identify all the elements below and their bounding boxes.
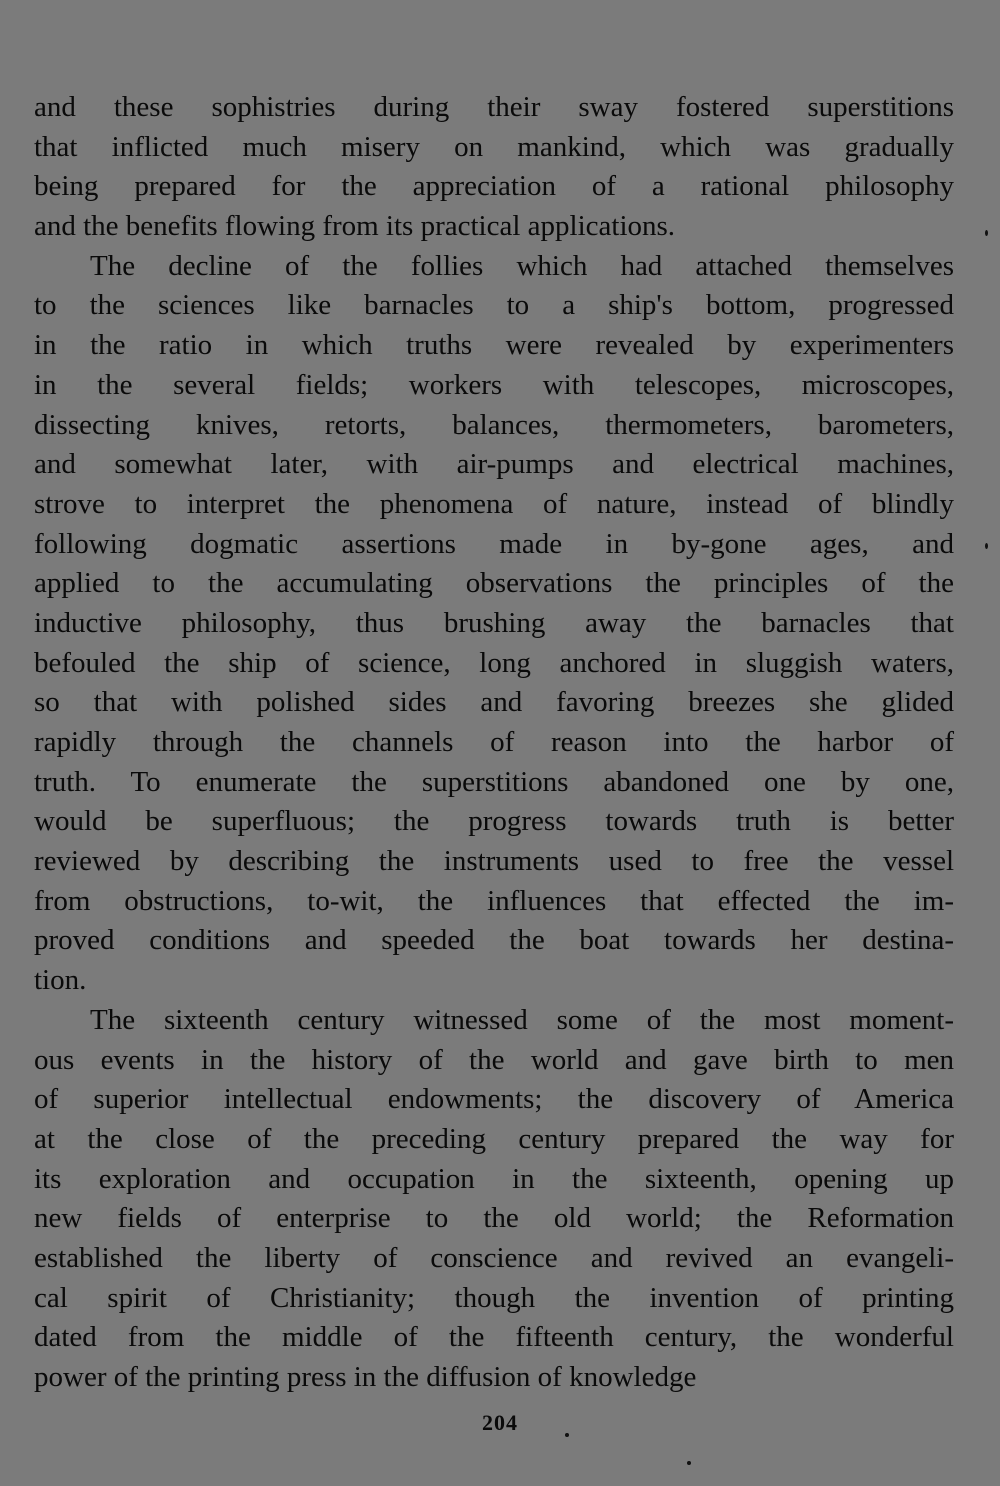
text-line: at the close of the preceding century prepared the way for [34, 1122, 954, 1155]
text-line: following dogmatic assertions made in by-gone ages, and [34, 527, 954, 560]
ink-speck [985, 230, 988, 236]
text-line: in the several fields; workers with telescopes, microscopes, [34, 368, 954, 401]
text-line: established the liberty of conscience and revived an evangeli- [34, 1241, 954, 1274]
text-line: The sixteenth century witnessed some of the most moment- [90, 1003, 954, 1036]
text-line: tion. [34, 964, 87, 997]
text-line: and the benefits flowing from its practical applications. [34, 210, 676, 243]
text-line: strove to interpret the phenomena of nature, instead of blindly [34, 487, 954, 520]
text-line: and somewhat later, with air-pumps and electrical machines, [34, 448, 954, 481]
text-line: that inflicted much misery on mankind, which was gradually [34, 130, 954, 163]
text-line: The decline of the follies which had attached themselves [90, 249, 954, 282]
ink-speck [565, 1433, 569, 1437]
text-line: in the ratio in which truths were revealed by experimenters [34, 329, 954, 362]
text-line: of superior intellectual endowments; the discovery of America [34, 1083, 954, 1116]
text-line: its exploration and occupation in the sixteenth, opening up [34, 1162, 954, 1195]
text-line: dated from the middle of the fifteenth century, the wonderful [34, 1321, 954, 1354]
ink-speck [985, 543, 988, 549]
ink-speck [687, 1461, 691, 1465]
text-line: inductive philosophy, thus brushing away the barnacles that [34, 606, 954, 639]
text-line: ous events in the history of the world and gave birth to men [34, 1043, 954, 1076]
text-line: and these sophistries during their sway fostered superstitions [34, 91, 954, 123]
page-number: 204 [482, 1410, 518, 1435]
text-line: cal spirit of Christianity; though the invention of printing [34, 1281, 954, 1314]
text-line: truth. To enumerate the superstitions abandoned one by one, [34, 765, 954, 798]
text-line: dissecting knives, retorts, balances, thermometers, barometers, [34, 408, 954, 441]
text-line: applied to the accumulating observations the principles of the [34, 567, 954, 600]
text-line: to the sciences like barnacles to a ship's bottom, progressed [34, 289, 954, 322]
text-line: new fields of enterprise to the old world; the Reformation [34, 1202, 954, 1235]
text-line: proved conditions and speeded the boat towards her destina- [34, 924, 954, 957]
text-line: so that with polished sides and favoring breezes she glided [34, 686, 954, 719]
text-line: being prepared for the appreciation of a rational philosophy [34, 170, 954, 203]
text-line: from obstructions, to-wit, the influences that effected the im- [34, 884, 954, 917]
text-line: rapidly through the channels of reason into the harbor of [34, 726, 954, 758]
text-line: befouled the ship of science, long anchored in sluggish waters, [34, 646, 954, 679]
page-text [34, 88, 954, 1398]
text-line: power of the printing press in the diffusion of knowledge [34, 1361, 697, 1393]
text-line: reviewed by describing the instruments used to free the vessel [34, 845, 954, 878]
text-line: would be superfluous; the progress towards truth is better [34, 805, 954, 838]
